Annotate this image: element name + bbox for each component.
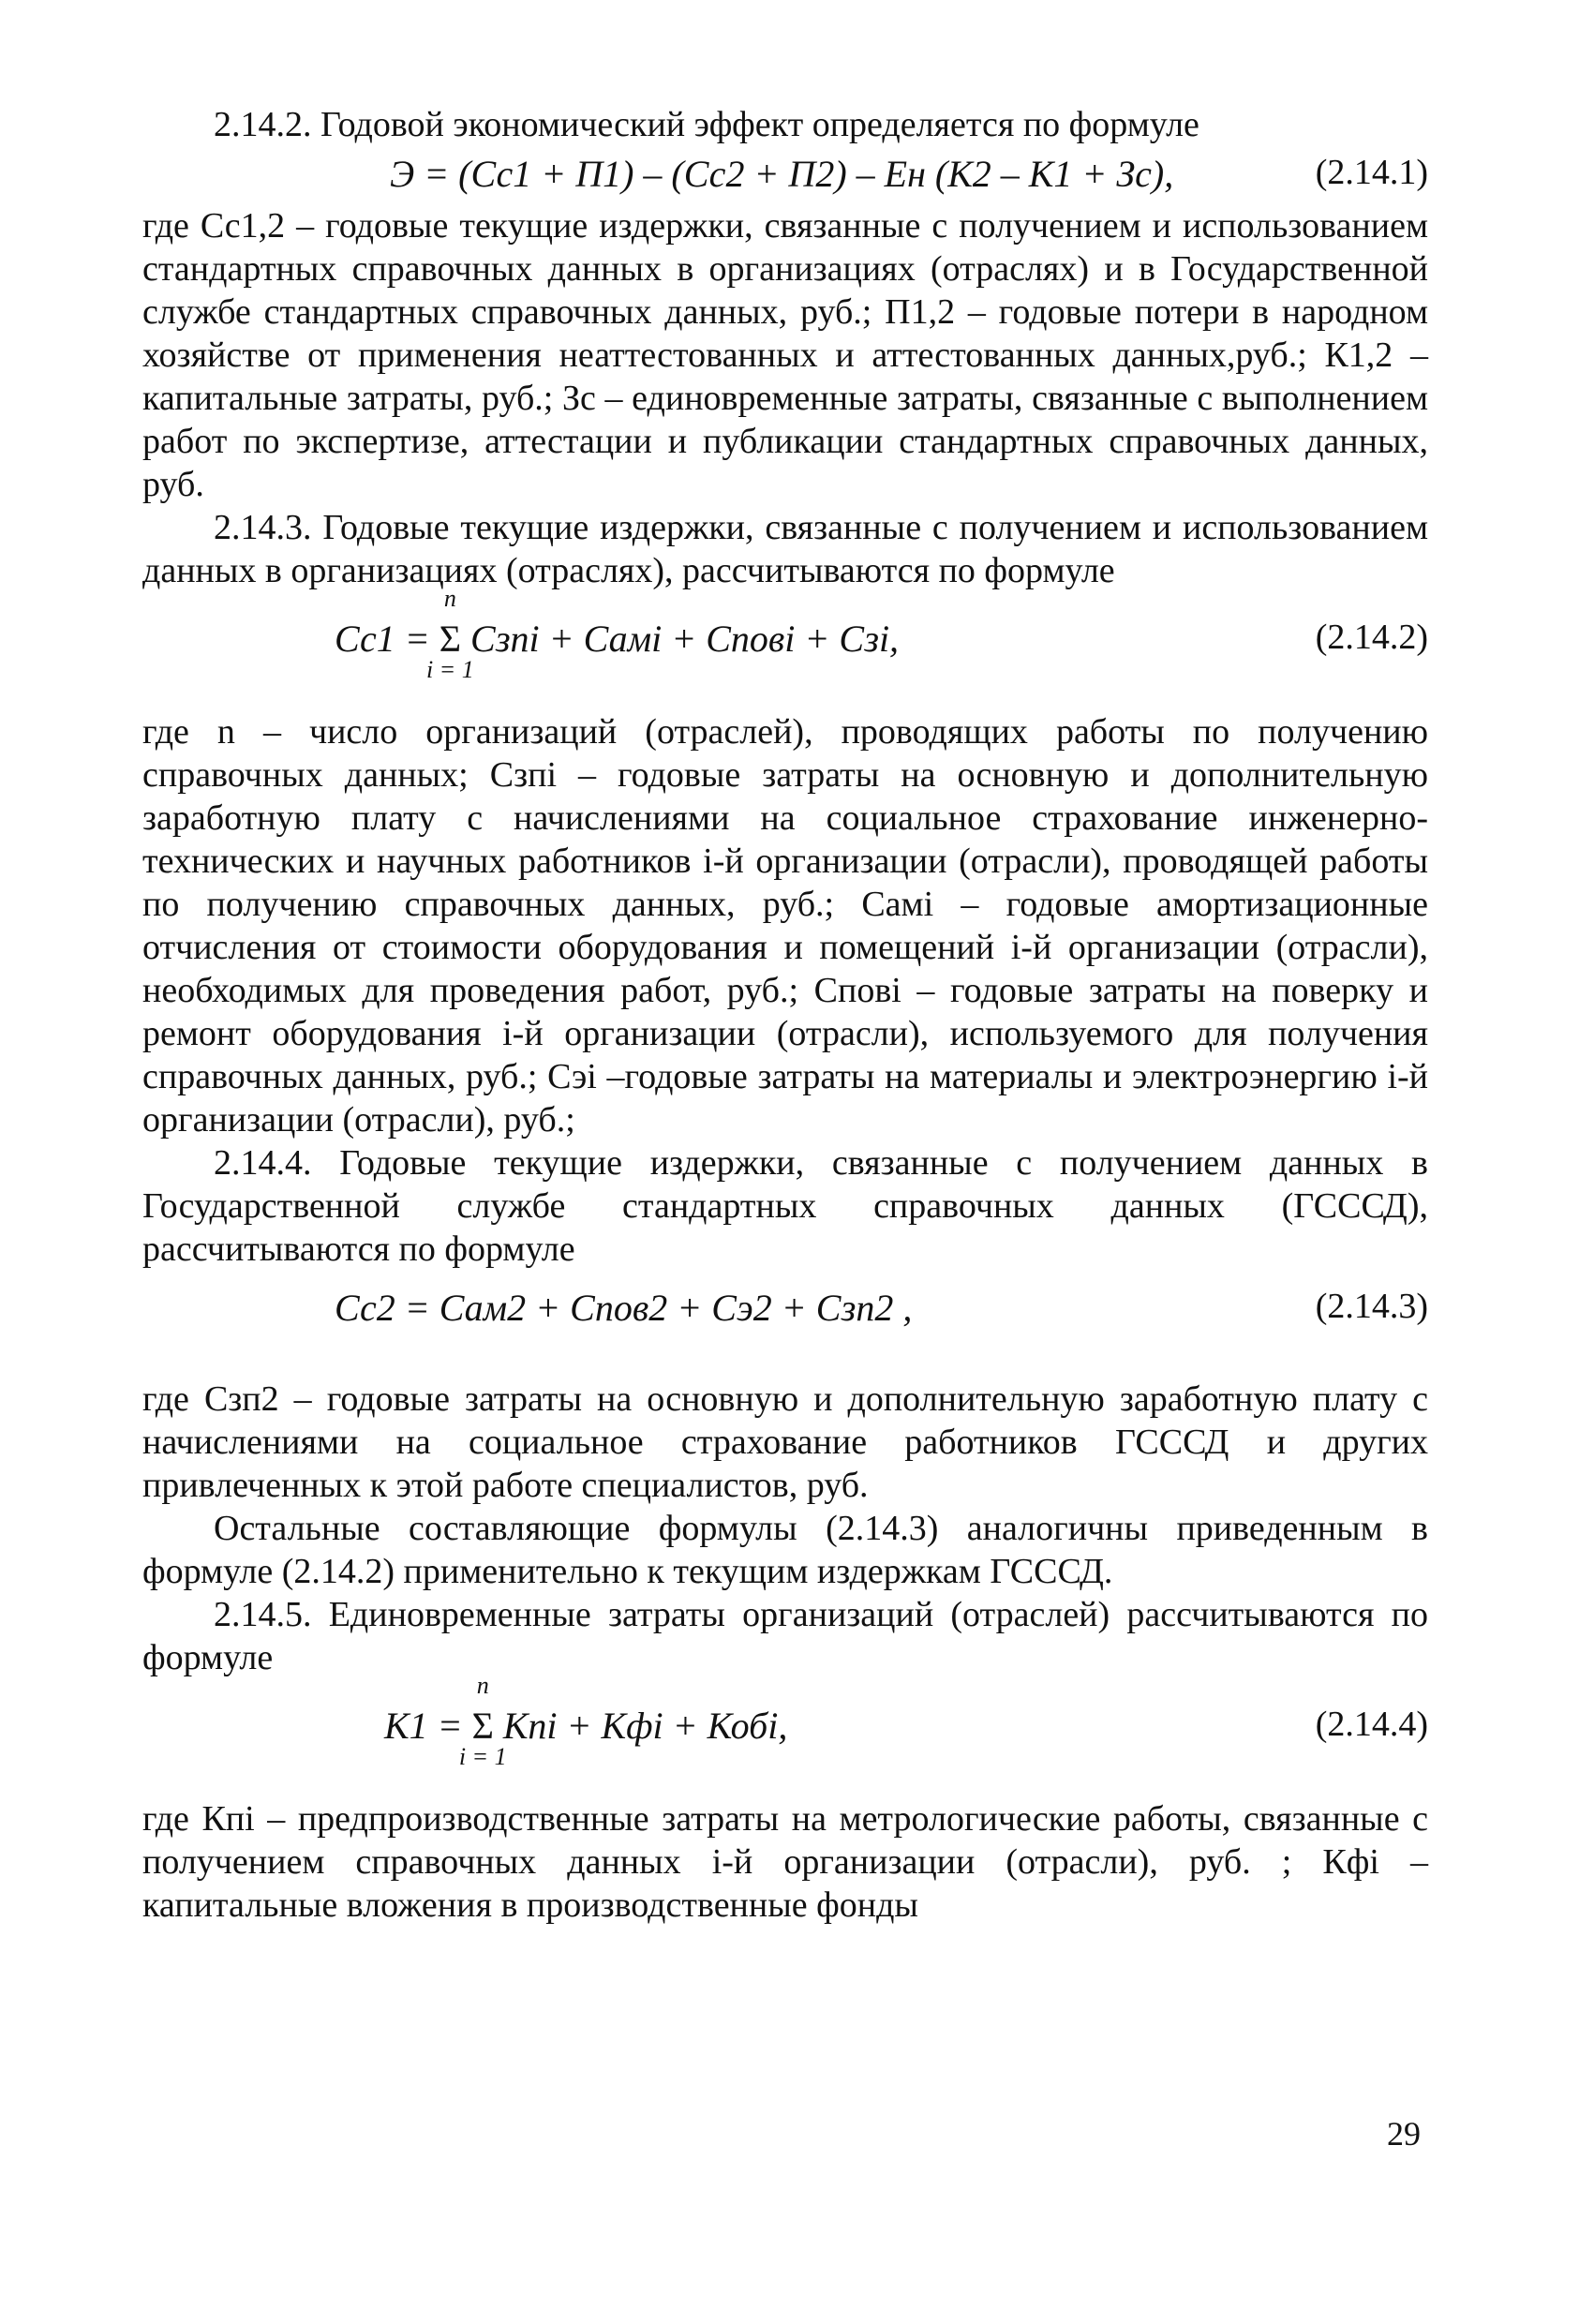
formula-lhs: К1 =	[384, 1705, 463, 1747]
paragraph-2-14-5: 2.14.5. Единовременные затраты организаций (отраслей) рассчитываются по формуле	[142, 1595, 1428, 1677]
sum-sign: Σ	[439, 618, 461, 660]
paragraph-definitions-3: где Сзп2 – годовые затраты на основную и дополнительную заработную плату с начислениями на социальное страхование работников ГСССД и других привлеченных к этой работе специалистов, руб.	[142, 1379, 1428, 1505]
formula-2-14-2	[142, 585, 1428, 697]
page-number: 29	[1387, 2115, 1421, 2153]
document-page	[142, 103, 1428, 1927]
formula-expression: Э = (Сс1 + П1) – (Сс2 + П2) – Ен (К2 – К1 + Зс),	[390, 153, 1174, 195]
sum-lower-limit: i = 1	[458, 1743, 507, 1770]
formula-2-14-4	[142, 1672, 1428, 1784]
formula-number: (2.14.2)	[1315, 618, 1428, 657]
formula-2-14-3	[142, 1271, 1428, 1344]
formula-expression	[384, 1672, 788, 1770]
sum-operator	[425, 585, 474, 683]
formula-expression: Сс2 = Сам2 + Спов2 + Сэ2 + Сзп2 ,	[335, 1287, 913, 1329]
paragraph-2-14-2: 2.14.2. Годовой экономический эффект определяется по формуле	[214, 105, 1199, 144]
formula-expression	[335, 585, 900, 683]
formula-rhs: Сзпi + Самi + Сповi + Сзi,	[469, 618, 900, 660]
paragraph-definitions-1: где Сс1,2 – годовые текущие издержки, связанные с получением и использованием стандартных справочных данных в организациях (отраслях) и в Государственной службе стандартных справочных данных, руб.; П1,2 – годовые потери в народном хозяйстве от применения неаттестованных и аттестованных данных,руб.; К1,2 – капитальные затраты, руб.; Зс – единовременные затраты, связанные с выполнением работ по экспертизе, аттестации и публикации стандартных справочных данных, руб.	[142, 206, 1428, 504]
sum-upper-limit: n	[476, 1672, 489, 1699]
formula-number: (2.14.1)	[1315, 153, 1428, 192]
sum-operator	[458, 1672, 507, 1770]
sum-lower-limit: i = 1	[425, 656, 474, 683]
sum-upper-limit: n	[443, 585, 456, 612]
paragraph-definitions-2: где n – число организаций (отраслей), проводящих работы по получению справочных данных; Сзпi – годовые затраты на основную и дополнительную заработную плату с начислениями на социальное страхование инженерно-технических и научных работников i-й организации (отрасли), проводящей работы по получению справочных данных, руб.; Самi – годовые амортизационные отчисления от стоимости оборудования и помещений i-й организации (отрасли), необходимых для проведения работ, руб.; Сповi – годовые затраты на поверку и ремонт оборудования i-й организации (отрасли), используемого для получения справочных данных, руб.; Сэi –годовые затраты на материалы и электроэнергию i-й организации (отрасли), руб.;	[142, 712, 1428, 1140]
formula-number: (2.14.4)	[1315, 1705, 1428, 1744]
formula-lhs: Сс1 =	[335, 618, 430, 660]
formula-2-14-1	[142, 146, 1428, 204]
formula-rhs: Кпi + Кфi + Кобi,	[502, 1705, 788, 1747]
paragraph-2-14-3: 2.14.3. Годовые текущие издержки, связанные с получением и использованием данных в организациях (отраслях), рассчитываются по формуле	[142, 508, 1428, 590]
sum-sign: Σ	[471, 1705, 494, 1747]
paragraph-definitions-4: где Кпi – предпроизводственные затраты на метрологические работы, связанные с получением справочных данных i-й организации (отрасли), руб. ; Кфi – капитальные вложения в производственные фонды	[142, 1799, 1428, 1925]
paragraph-2-14-4: 2.14.4. Годовые текущие издержки, связанные с получением данных в Государственной службе стандартных справочных данных (ГСССД), рассчитываются по формуле	[142, 1143, 1428, 1269]
formula-number: (2.14.3)	[1315, 1287, 1428, 1326]
paragraph-remaining-components: Остальные составляющие формулы (2.14.3) аналогичны приведенным в формуле (2.14.2) применительно к текущим издержкам ГСССД.	[142, 1509, 1428, 1591]
